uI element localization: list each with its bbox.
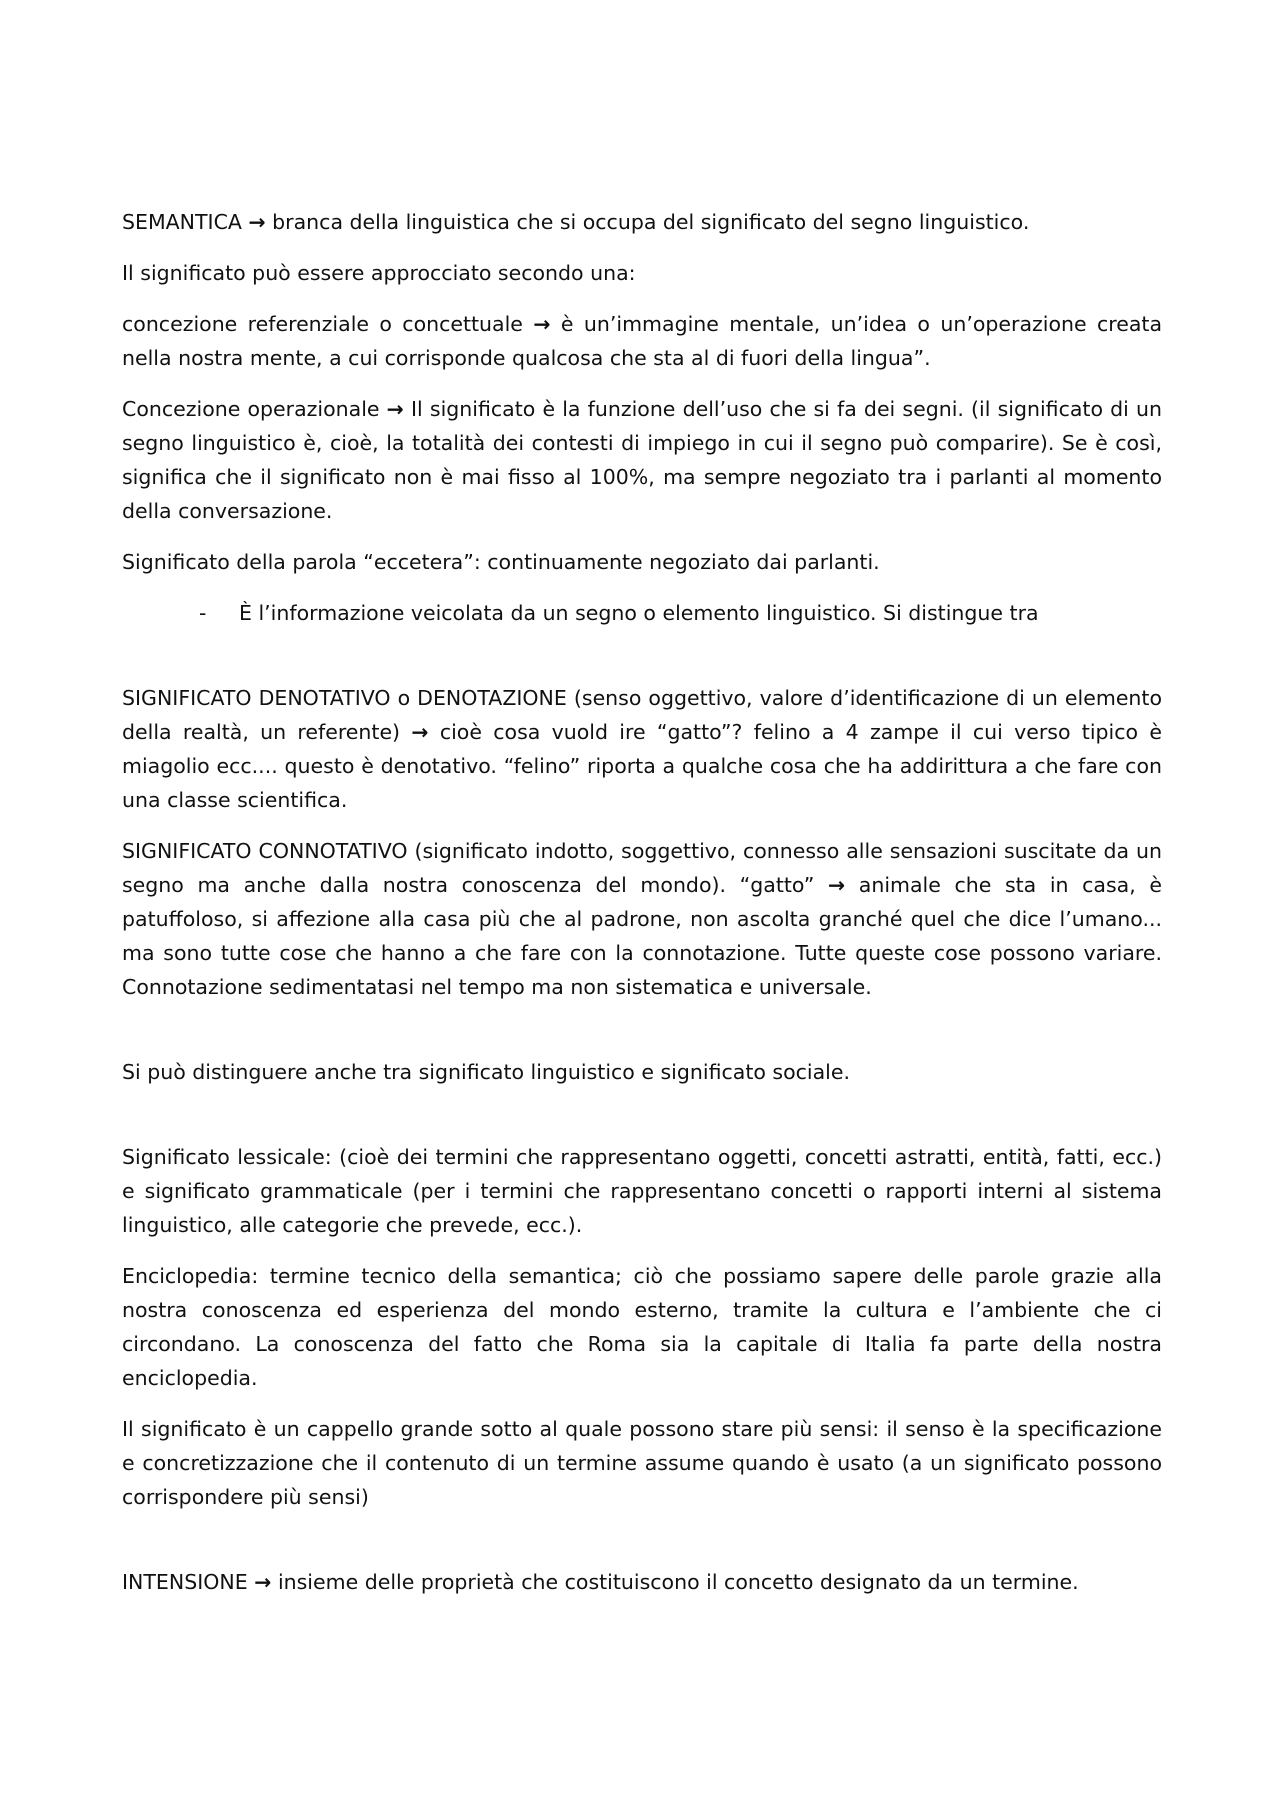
term-significato-denotativo: SIGNIFICATO DENOTATIVO o DENOTAZIONE (senso oggettivo, valore d’identificazione di un elemento della realtà, un referente) <box>122 686 1162 744</box>
definition-text: Il significato è la funzione dell’uso che si fa dei segni. (il significato di un segno linguistico è, cioè, la totalità dei contesti di impiego in cui il segno può comparire). Se è così, significa che il significato non è mai fisso al 100%, ma sempre negoziato tra i parlanti al momento della conversazione. <box>122 397 1162 523</box>
paragraph-enciclopedia: Enciclopedia: termine tecnico della semantica; ciò che possiamo sapere delle parole grazie alla nostra conoscenza ed esperienza del mondo esterno, tramite la cultura e l’ambiente che ci circondano. La conoscenza del fatto che Roma sia la capitale di Italia fa parte della nostra enciclopedia. <box>122 1264 1162 1390</box>
paragraph-intensione <box>122 1565 1162 1599</box>
paragraph-concezione-referenziale <box>122 307 1162 375</box>
arrow-icon: → <box>411 720 429 744</box>
paragraph-significato-connotativo <box>122 834 1162 1004</box>
definition-text: insieme delle proprietà che costituiscono il concetto designato da un termine. <box>277 1570 1079 1594</box>
paragraph-semantica <box>122 205 1162 239</box>
blank-line <box>122 1531 1162 1565</box>
blank-line <box>122 1106 1162 1140</box>
arrow-icon: → <box>248 210 266 234</box>
arrow-icon: → <box>386 397 404 421</box>
bullet-item <box>122 596 1162 630</box>
paragraph-significato-lessicale: Significato lessicale: (cioè dei termini che rappresentano oggetti, concetti astratti, entità, fatti, ecc.) e significato grammaticale (per i termini che rappresentano concetti o rapporti interni al sistema linguistico, alle categorie che prevede, ecc.). <box>122 1145 1162 1237</box>
blank-line <box>122 647 1162 681</box>
paragraph-sensi: Il significato è un cappello grande sotto al quale possono stare più sensi: il senso è la specificazione e concretizzazione che il contenuto di un termine assume quando è usato (a un significato possono corrispondere più sensi) <box>122 1417 1162 1509</box>
definition-text: branca della linguistica che si occupa del significato del segno linguistico. <box>272 210 1030 234</box>
term-significato-connotativo: SIGNIFICATO CONNOTATIVO (significato indotto, soggettivo, connesso alle sensazioni suscitate da un segno ma anche dalla nostra conoscenza del mondo). “gatto” <box>122 839 1162 897</box>
term-semantica: SEMANTICA <box>122 210 242 234</box>
arrow-icon: → <box>254 1570 272 1594</box>
definition-text: è un’immagine mentale, un’idea o un’operazione creata nella nostra mente, a cui corrisponde qualcosa che sta al di fuori della lingua”. <box>122 312 1163 370</box>
paragraph-significato-sociale: Si può distinguere anche tra significato linguistico e significato sociale. <box>122 1060 850 1084</box>
bullet-text: È l’informazione veicolata da un segno o elemento linguistico. Si distingue tra <box>239 601 1039 625</box>
term-concezione-referenziale: concezione referenziale o concettuale <box>122 312 523 336</box>
document-body <box>122 205 1162 1616</box>
paragraph-approccio: Il significato può essere approcciato secondo una: <box>122 261 636 285</box>
arrow-icon: → <box>533 312 551 336</box>
definition-text: animale che sta in casa, è patuffoloso, si affezione alla casa più che al padrone, non ascolta granché quel che dice l’umano... ma sono tutte cose che hanno a che fare con la connotazione. Tutte queste cose possono variare. Connotazione sedimentatasi nel tempo ma non sistematica e universale. <box>122 873 1162 999</box>
paragraph-eccetera: Significato della parola “eccetera”: continuamente negoziato dai parlanti. <box>122 550 880 574</box>
bullet-dash: - <box>199 601 207 625</box>
paragraph-concezione-operazionale <box>122 392 1162 528</box>
term-intensione: INTENSIONE <box>122 1570 248 1594</box>
blank-line <box>122 1021 1162 1055</box>
arrow-icon: → <box>827 873 846 897</box>
term-concezione-operazionale: Concezione operazionale <box>122 397 380 421</box>
paragraph-significato-denotativo <box>122 681 1162 817</box>
definition-text: cioè cosa vuold ire “gatto”? felino a 4 zampe il cui verso tipico è miagolio ecc.... questo è denotativo. “felino” riporta a qualche cosa che ha addirittura a che fare con una classe scientifica. <box>122 720 1162 812</box>
